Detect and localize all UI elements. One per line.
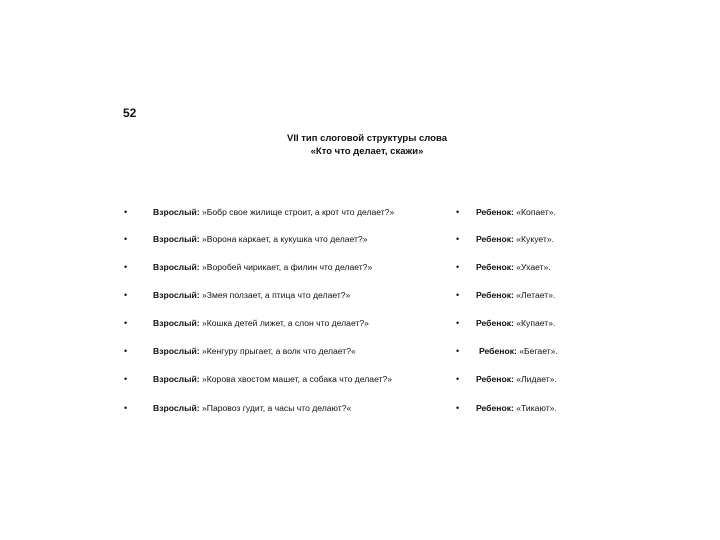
child-label: Ребенок: <box>476 318 514 328</box>
adult-label: Взрослый: <box>153 234 200 244</box>
adult-line <box>153 205 394 219</box>
child-text: «Купает». <box>516 318 556 328</box>
adult-label: Взрослый: <box>153 346 200 356</box>
child-label: Ребенок: <box>476 374 514 384</box>
dialogue-row <box>0 344 720 358</box>
bullet: • <box>456 234 460 244</box>
bullet: • <box>124 207 128 217</box>
bullet: • <box>456 374 460 384</box>
child-line <box>476 205 556 219</box>
dialogue-row <box>0 401 720 415</box>
adult-line <box>153 260 372 274</box>
child-text: «Летает». <box>516 290 556 300</box>
dialogue-row <box>0 205 720 219</box>
adult-text: »Бобр свое жилище строит, а крот что делает?» <box>201 207 395 217</box>
page-number: 52 <box>123 106 137 120</box>
adult-label: Взрослый: <box>153 290 200 300</box>
adult-text: »Змея ползает, а птица что делает?» <box>201 290 351 300</box>
adult-text: »Ворона каркает, а кукушка что делает?» <box>201 234 368 244</box>
bullet: • <box>124 318 128 328</box>
adult-text: »Воробей чирикает, а филин что делает?» <box>201 262 373 272</box>
adult-text: »Корова хвостом машет, а собака что делает?» <box>201 374 393 384</box>
adult-line <box>153 344 356 358</box>
bullet: • <box>456 207 460 217</box>
bullet: • <box>124 346 128 356</box>
adult-line <box>153 232 368 246</box>
adult-label: Взрослый: <box>153 207 200 217</box>
child-text: «Кукует». <box>516 234 555 244</box>
bullet: • <box>124 290 128 300</box>
adult-text: »Паровоз гудит, а часы что делают?« <box>201 403 352 413</box>
adult-line <box>153 316 369 330</box>
adult-label: Взрослый: <box>153 262 200 272</box>
dialogue-row <box>0 316 720 330</box>
bullet: • <box>456 346 460 356</box>
adult-text: »Кошка детей лижет, а слон что делает?» <box>201 318 369 328</box>
bullet: • <box>124 374 128 384</box>
bullet: • <box>456 290 460 300</box>
child-line <box>476 372 557 386</box>
child-line <box>476 260 551 274</box>
adult-line <box>153 372 392 386</box>
child-label: Ребенок: <box>476 234 514 244</box>
adult-text: »Кенгуру прыгает, а волк что делает?« <box>201 346 356 356</box>
bullet: • <box>124 234 128 244</box>
adult-label: Взрослый: <box>153 403 200 413</box>
dialogue-row <box>0 288 720 302</box>
child-label: Ребенок: <box>476 290 514 300</box>
child-line <box>476 401 557 415</box>
child-label: Ребенок: <box>476 207 514 217</box>
bullet: • <box>456 318 460 328</box>
child-line <box>476 232 554 246</box>
child-line <box>479 344 558 358</box>
adult-line <box>153 401 351 415</box>
child-text: «Бегает». <box>519 346 558 356</box>
child-label: Ребенок: <box>476 403 514 413</box>
bullet: • <box>124 403 128 413</box>
child-line <box>476 288 555 302</box>
child-text: «Ухает». <box>516 262 551 272</box>
child-text: «Копает». <box>516 207 556 217</box>
bullet: • <box>124 262 128 272</box>
child-label: Ребенок: <box>479 346 517 356</box>
child-text: «Лидает». <box>516 374 557 384</box>
adult-label: Взрослый: <box>153 318 200 328</box>
title-line-1: VII тип слоговой структуры слова <box>286 133 447 144</box>
dialogue-row <box>0 260 720 274</box>
child-line <box>476 316 555 330</box>
dialogue-row <box>0 232 720 246</box>
adult-line <box>153 288 350 302</box>
child-label: Ребенок: <box>476 262 514 272</box>
dialogue-row <box>0 372 720 386</box>
title-line-2: «Кто что делает, скажи» <box>310 146 424 157</box>
bullet: • <box>456 403 460 413</box>
bullet: • <box>456 262 460 272</box>
adult-label: Взрослый: <box>153 374 200 384</box>
child-text: «Тикают». <box>516 403 557 413</box>
